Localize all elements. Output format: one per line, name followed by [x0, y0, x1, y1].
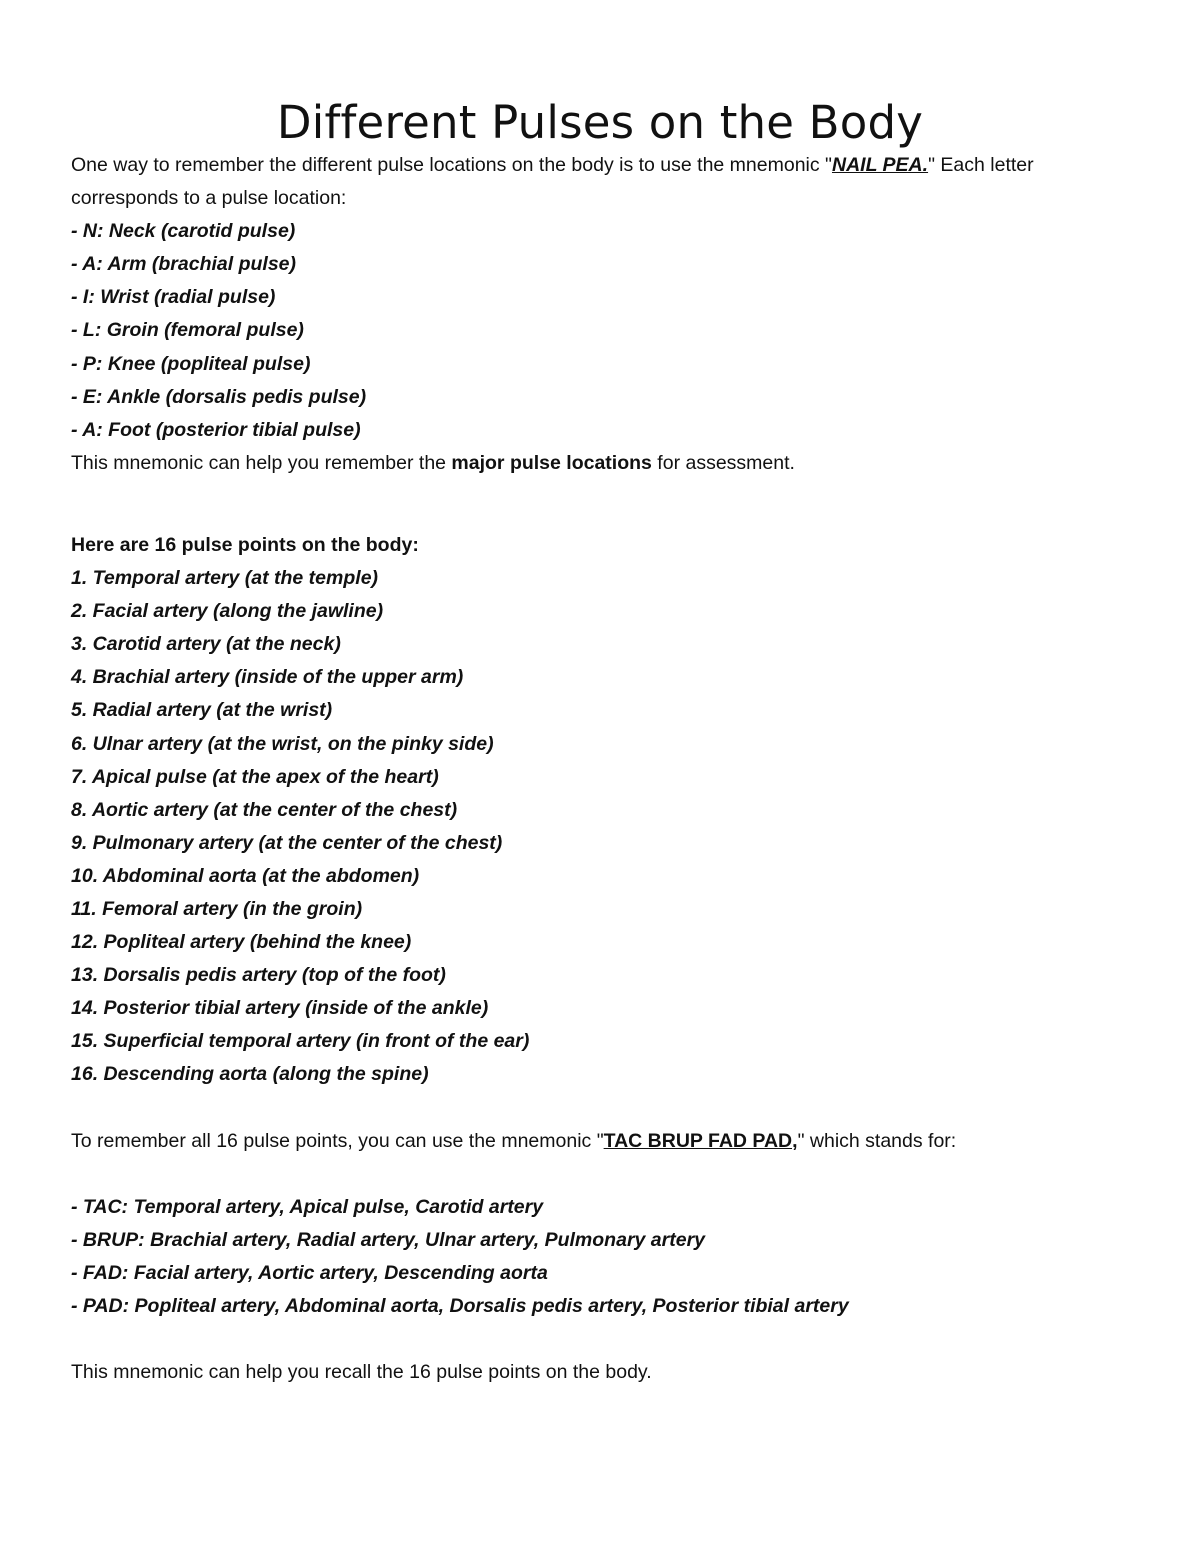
list-item: - TAC: Temporal artery, Apical pulse, Carotid artery: [71, 1195, 544, 1218]
list-item: 16. Descending aorta (along the spine): [71, 1063, 429, 1086]
mnemonic2-paragraph: [71, 1125, 1131, 1158]
list-item: 3. Carotid artery (at the neck): [71, 633, 341, 656]
list-item: 2. Facial artery (along the jawline): [71, 600, 384, 623]
list-item: 8. Aortic artery (at the center of the chest): [71, 798, 458, 821]
list-item: 5. Radial artery (at the wrist): [71, 699, 333, 722]
tac-brup-fad-pad-mnemonic: TAC BRUP FAD PAD,: [603, 1129, 798, 1152]
list-item: 15. Superficial temporal artery (in front of the ear): [71, 1030, 530, 1053]
pulse-points-heading: Here are 16 pulse points on the body:: [71, 533, 419, 556]
list-item: 12. Popliteal artery (behind the knee): [71, 931, 412, 954]
list-item: - A: Arm (brachial pulse): [71, 253, 297, 276]
major-pulse-locations: major pulse locations: [451, 451, 652, 474]
list-item: - FAD: Facial artery, Aortic artery, Descending aorta: [71, 1261, 548, 1284]
list-item: - PAD: Popliteal artery, Abdominal aorta, Dorsalis pedis artery, Posterior tibial artery: [71, 1294, 849, 1317]
list-item: - E: Ankle (dorsalis pedis pulse): [71, 385, 367, 408]
intro-after: " Each letter corresponds to a pulse location:: [71, 154, 1034, 210]
list-item: 4. Brachial artery (inside of the upper arm): [71, 666, 464, 689]
document-body: [71, 149, 1131, 1389]
mnemonic2-after: " which stands for:: [797, 1129, 957, 1152]
list-item: - P: Knee (popliteal pulse): [71, 352, 311, 375]
list-item: - A: Foot (posterior tibial pulse): [71, 418, 361, 441]
list-item: - BRUP: Brachial artery, Radial artery, Ulnar artery, Pulmonary artery: [71, 1228, 705, 1251]
list-item: 14. Posterior tibial artery (inside of the ankle): [71, 997, 489, 1020]
blank-line: [71, 480, 1131, 529]
intro-before: One way to remember the different pulse locations on the body is to use the mnemonic ": [71, 154, 832, 176]
page-title: Different Pulses on the Body: [276, 96, 924, 150]
summary-before: This mnemonic can help you remember the: [71, 451, 452, 474]
list-item: - N: Neck (carotid pulse): [71, 220, 296, 243]
list-item: 13. Dorsalis pedis artery (top of the foot): [71, 964, 446, 987]
list-item: 7. Apical pulse (at the apex of the heart): [71, 765, 439, 788]
blank-line: [71, 1158, 1131, 1191]
list-item: 6. Ulnar artery (at the wrist, on the pinky side): [71, 732, 494, 755]
mnemonic2-before: To remember all 16 pulse points, you can use the mnemonic ": [71, 1129, 604, 1152]
closing-paragraph: This mnemonic can help you recall the 16 pulse points on the body.: [71, 1361, 652, 1383]
list-item: - I: Wrist (radial pulse): [71, 286, 276, 309]
blank-line: [71, 1092, 1131, 1125]
list-item: 11. Femoral artery (in the groin): [71, 897, 363, 920]
list-item: - L: Groin (femoral pulse): [71, 319, 304, 342]
list-item: 1. Temporal artery (at the temple): [71, 567, 379, 590]
nail-pea-mnemonic: NAIL PEA.: [831, 154, 929, 176]
list-item: 9. Pulmonary artery (at the center of the chest): [71, 831, 503, 854]
intro-paragraph: [71, 149, 1131, 215]
summary-paragraph: [71, 447, 1131, 480]
summary-after: for assessment.: [651, 451, 795, 474]
list-item: 10. Abdominal aorta (at the abdomen): [71, 864, 420, 887]
blank-line: [71, 1323, 1131, 1356]
